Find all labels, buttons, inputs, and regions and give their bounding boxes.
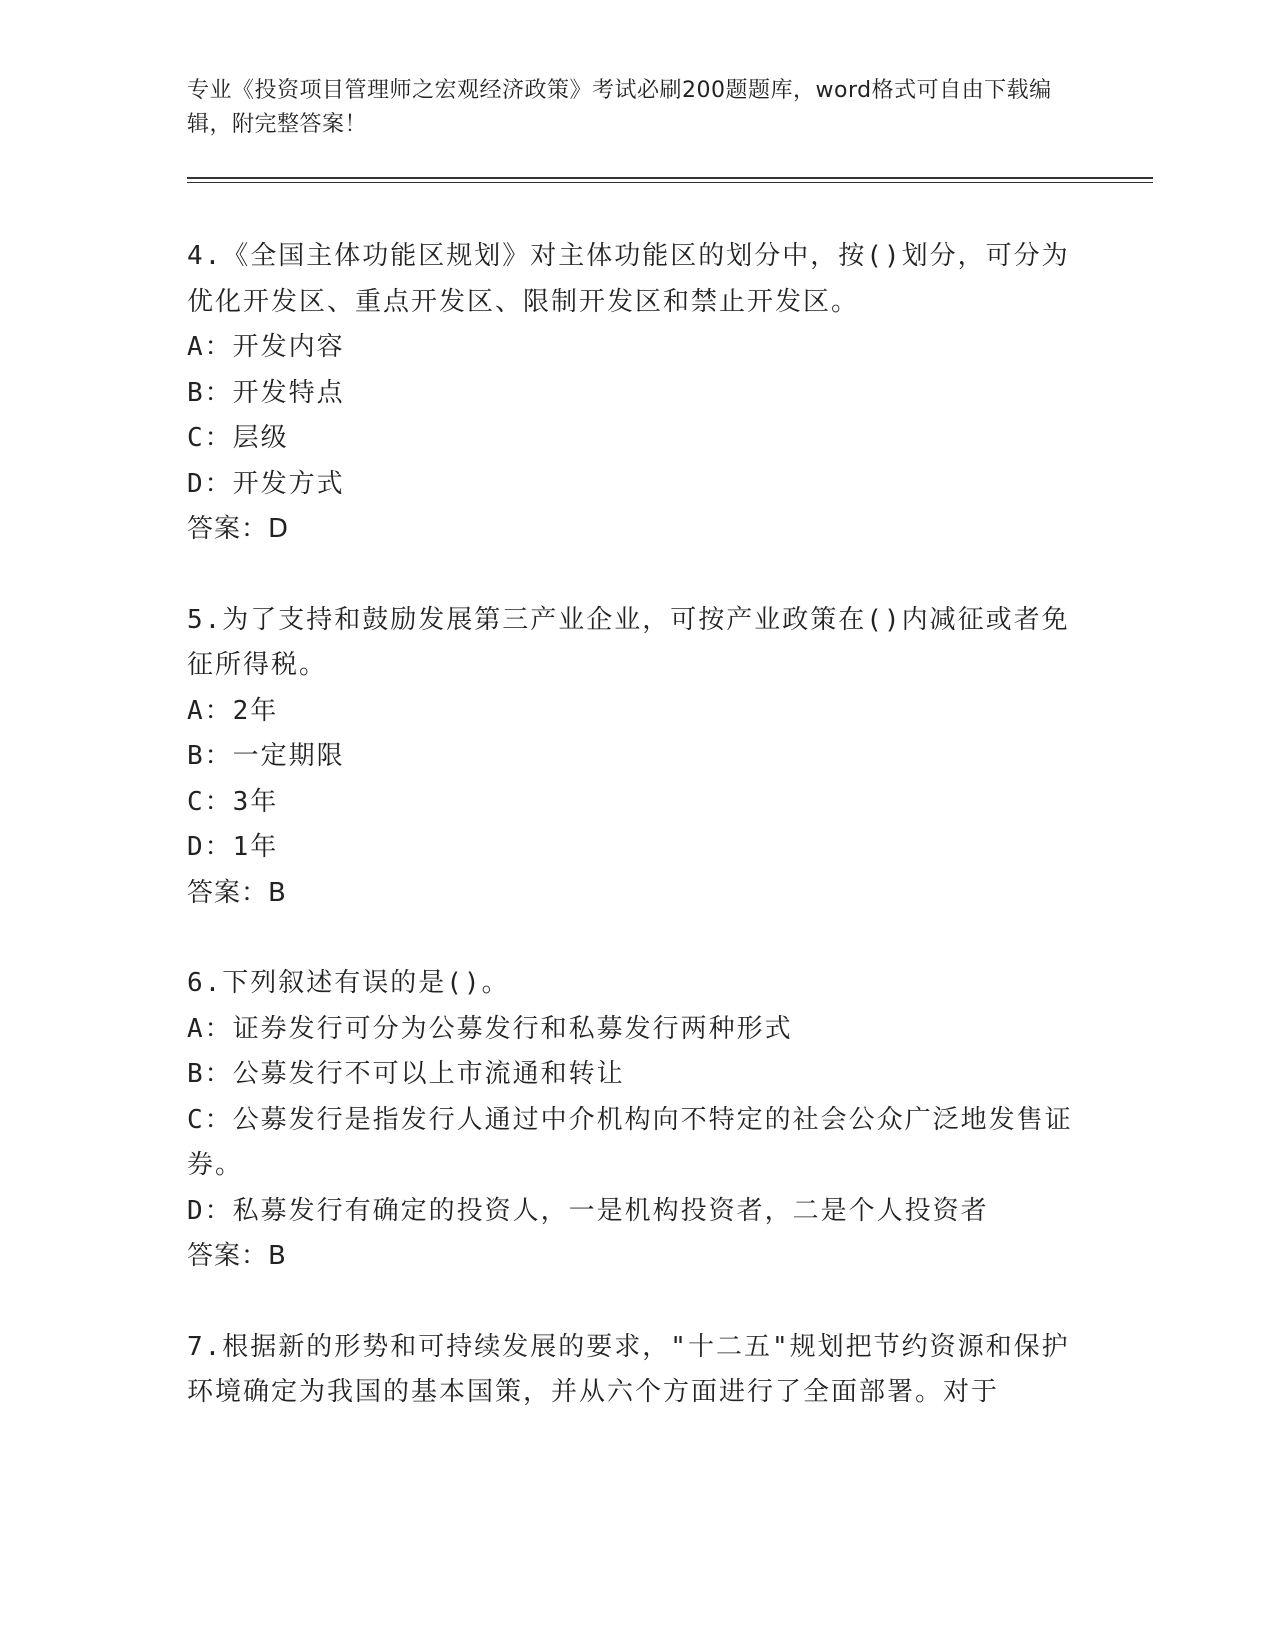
option-a: A：开发内容 bbox=[187, 332, 345, 362]
option-d: D：私募发行有确定的投资人，一是机构投资者，二是个人投资者 bbox=[187, 1195, 989, 1226]
header-divider-thin bbox=[187, 182, 1153, 183]
answer-line: 答案：D bbox=[187, 514, 290, 544]
option-d: D：开发方式 bbox=[187, 468, 345, 499]
question-stem: 7.根据新的形势和可持续发展的要求，"十二五"规划把节约资源和保护环境确定为我国的基本国策，并从六个方面进行了全面部署。对于 bbox=[187, 1331, 1070, 1407]
option-b: B：一定期限 bbox=[187, 741, 345, 771]
question-stem: 5.为了支持和鼓励发展第三产业企业，可按产业政策在()内减征或者免征所得税。 bbox=[187, 604, 1070, 680]
document-header: 专业《投资项目管理师之宏观经济政策》考试必刷200题题库，word格式可自由下载编辑，附完整答案！ bbox=[187, 78, 1052, 137]
option-b: B：公募发行不可以上市流通和转让 bbox=[187, 1059, 625, 1089]
question-6 bbox=[187, 961, 1077, 1280]
option-c: C：3年 bbox=[187, 786, 279, 817]
question-list bbox=[187, 234, 1077, 1461]
question-stem: 6.下列叙述有误的是()。 bbox=[187, 968, 510, 998]
question-7 bbox=[187, 1325, 1077, 1416]
option-d: D：1年 bbox=[187, 832, 279, 862]
answer-line: 答案：B bbox=[187, 877, 287, 908]
option-a: A：2年 bbox=[187, 695, 279, 726]
option-a: A：证券发行可分为公募发行和私募发行两种形式 bbox=[187, 1013, 793, 1044]
question-5 bbox=[187, 598, 1077, 917]
option-c: C：公募发行是指发行人通过中介机构向不特定的社会公众广泛地发售证券。 bbox=[187, 1104, 1073, 1180]
header-divider-thick bbox=[187, 177, 1153, 179]
question-stem: 4.《全国主体功能区规划》对主体功能区的划分中，按()划分，可分为优化开发区、重点开发区、限制开发区和禁止开发区。 bbox=[187, 241, 1070, 317]
answer-line: 答案：B bbox=[187, 1241, 287, 1271]
option-b: B：开发特点 bbox=[187, 377, 345, 408]
option-c: C：层级 bbox=[187, 423, 289, 453]
question-4 bbox=[187, 234, 1077, 553]
